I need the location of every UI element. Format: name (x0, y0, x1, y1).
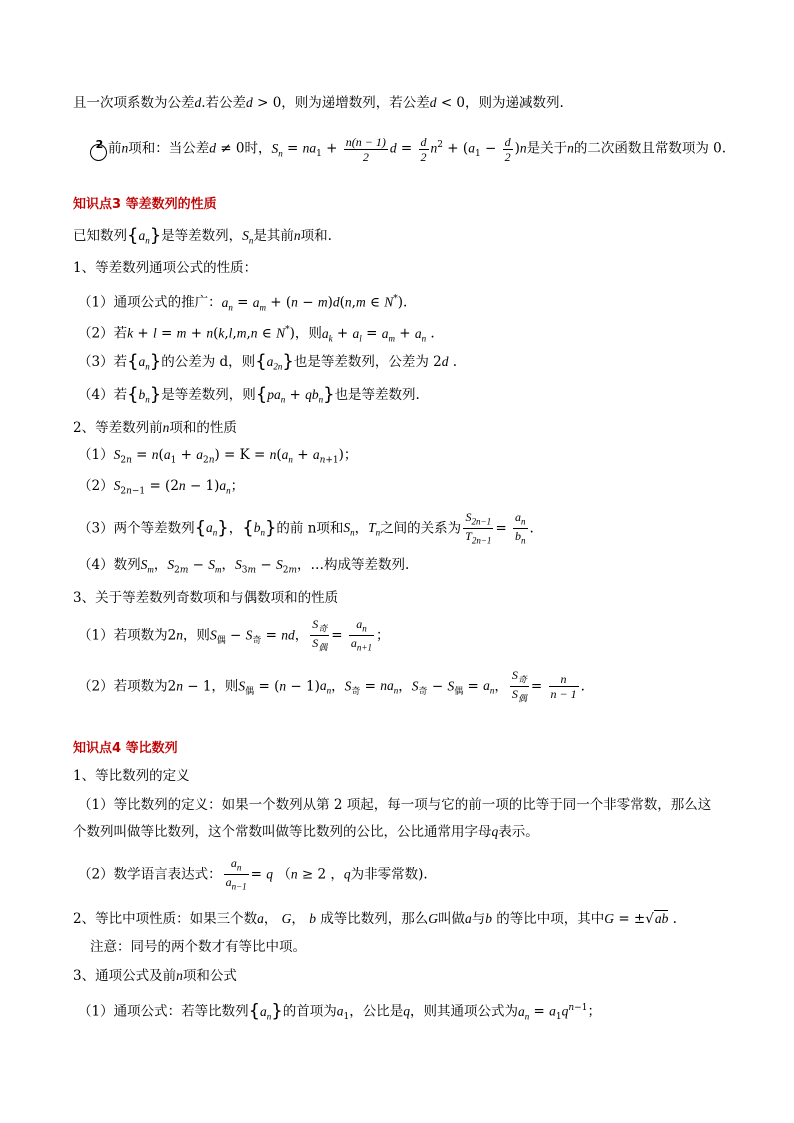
definition-line-1: （1）等比数列的定义：如果一个数列从第 2 项起，每一项与它的前一项的比等于同一个非零常数，那么这 (78, 797, 712, 813)
section-heading-4: 知识点4 等比数列 (73, 741, 178, 756)
property-item-4: （4）若$\{b_n\}$是等差数列，则$\{pa_n + qb_n\}$也是等差数列. (78, 384, 420, 405)
odd-even-property-2: （2）若项数为2n − 1，则$S_偶 = (n - 1)a_n$，$S_奇 = na_n$，$S_奇 - S_偶 = a_n$， $\frac{S_奇}{S_偶}$ = $\frac{n}{n - 1}$ . (78, 668, 585, 704)
general-term-formula: （1）通项公式：若等比数列$\{a_n\}$的首项为$a_1$，公比是q，则其通项公式为$a_n = a_1q^{n-1}$； (78, 1000, 601, 1023)
sum-property-1: $(1)S_{2n} = n(a_1 + a_{2n}) = K = n(a_n + a_{n+1})$； (78, 447, 358, 466)
section3-intro: 已知数列$\{a_n\}$是等差数列，$S_n$是其前n项和. (73, 225, 332, 246)
subsection-title-odd-even: 3、关于等差数列奇数项和与偶数项和的性质 (73, 590, 339, 606)
subsection-title-general-term: 1、等差数列通项公式的性质： (73, 260, 258, 276)
note-line: 注意：同号的两个数才有等比中项。 (90, 939, 306, 955)
definition-expression: （2）数学语言表达式： $\frac{a_n}{a_{n-1}}$ = q （n ≥ 2 ，q为非零常数). (78, 856, 428, 892)
property-item-1: （1）通项公式的推广：$a_n = a_m + (n - m)d(n,m$ ∈ N*). (78, 294, 408, 313)
odd-even-property-1: （1）若项数为2n，则$S_偶 - S_奇$ = nd， $\frac{S_奇}{S_偶}$ = $\frac{a_n}{a_{n+1}}$ ； (78, 617, 390, 653)
sum-property-2: $(2)S_{2n-1} = (2n - 1)a_n$； (78, 478, 245, 497)
text-line-monotonic: 且一次项系数为公差d.若公差d > 0，则为递增数列，若公差d < 0，则为递减数列. (73, 95, 564, 111)
definition-line-2: 个数列叫做等比数列，这个常数叫做等比数列的公比，公比通常用字母q表示。 (73, 824, 539, 840)
property-item-3: （3）若$\{a_n\}$的公差为 d，则$\{a_{2n}\}$也是等差数列，公差为 2d . (78, 351, 458, 372)
text-line-sum-formula: 2 前n项和：当公差d ≠ 0时，$S_n = na_1$ + $\frac{n(n - 1)}{2}$ d = $\frac{d}{2}$ $n^2 + (a_1$ − $\frac{d}{2}$ )n是关于n的二次函数且常数项为 0. (90, 130, 754, 160)
sum-property-4: （4）数列$S_m$，$S_{2m} - S_m$，$S_{3m} - S_{2m}$，…构成等差数列. (78, 557, 410, 576)
subsection-title-sum: 2、等差数列前n项和的性质 (73, 420, 237, 436)
subsection-title-formulas: 3、通项公式及前n项和公式 (73, 968, 237, 984)
section-heading-3: 知识点3 等差数列的性质 (73, 197, 217, 212)
property-item-2: （2）若k + l = m + n(k,l,m,n ∈ N*)，则$a_k + a_l = a_m + a_n$ . (78, 325, 435, 344)
geometric-mean-line: 2、等比中项性质：如果三个数a， G， b 成等比数列，那么G叫做a与b 的等比中项，其中G = ±√ab . (73, 911, 677, 927)
sum-property-3: （3）两个等差数列$\{a_n\}$，$\{b_n\}$的前 n项和$S_n$，$T_n$之间的关系为 $\frac{S_{2n-1}}{T_{2n-1}}$ = $\frac{a_n}{b_n}$ . (78, 510, 534, 546)
subsection-title-definition: 1、等比数列的定义 (73, 768, 190, 784)
